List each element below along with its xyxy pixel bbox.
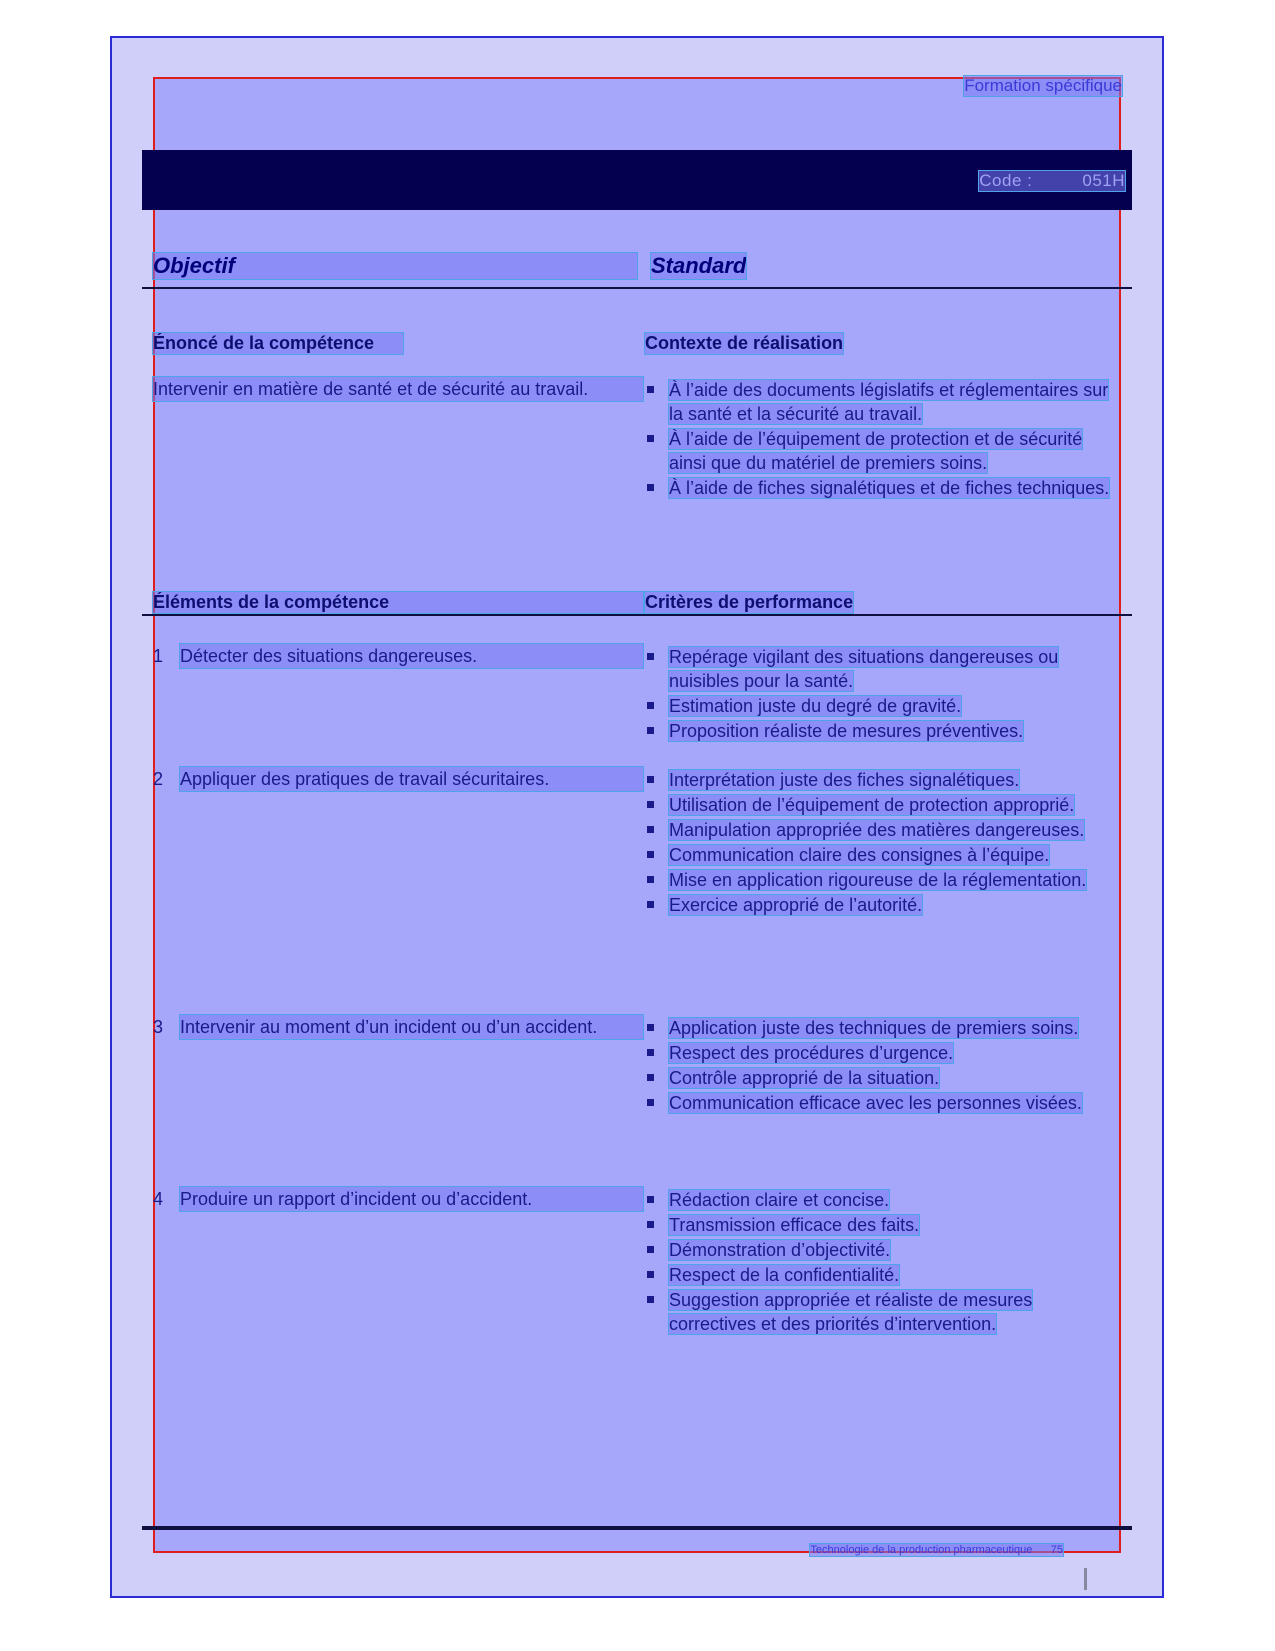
context-heading: Contexte de réalisation xyxy=(645,333,844,353)
criteria-item xyxy=(645,818,1115,842)
element-number: 4 xyxy=(153,1189,164,1209)
competence-statement: Intervenir en matière de santé et de sécurité au travail. xyxy=(153,377,643,401)
criteria-text: Communication efficace avec les personnes visées. xyxy=(669,1093,1082,1113)
criteria-item xyxy=(645,645,1115,693)
criteria-list xyxy=(645,768,1115,918)
criteria-item xyxy=(645,476,1115,500)
criteria-item xyxy=(645,1041,1115,1065)
context-list xyxy=(645,378,1115,501)
criteria-text: Respect de la confidentialité. xyxy=(669,1265,900,1285)
bullet-icon xyxy=(647,801,654,808)
criteria-list xyxy=(645,645,1115,744)
criteria-item xyxy=(645,1213,1115,1237)
criteria-text: Exercice approprié de l’autorité. xyxy=(669,895,923,915)
competence-element xyxy=(153,1015,643,1039)
footer-text xyxy=(810,1544,1063,1556)
criteria-text: À l’aide des documents législatifs et réglementaires sur la santé et la sécurité au travail. xyxy=(669,380,1109,424)
bullet-icon xyxy=(647,1271,654,1278)
bullet-icon xyxy=(647,826,654,833)
criteria-item xyxy=(645,1016,1115,1040)
bullet-icon xyxy=(647,1049,654,1056)
criteria-text: Mise en application rigoureuse de la réglementation. xyxy=(669,870,1087,890)
criteria-item xyxy=(645,378,1115,426)
element-text: Intervenir au moment d’un incident ou d’un accident. xyxy=(180,1015,643,1039)
element-number: 1 xyxy=(153,646,164,666)
criteria-text: Estimation juste du degré de gravité. xyxy=(669,696,962,716)
criteria-text: Transmission efficace des faits. xyxy=(669,1215,920,1235)
criteria-list xyxy=(645,1188,1115,1337)
competence-element xyxy=(153,1187,643,1211)
element-number: 3 xyxy=(153,1017,164,1037)
criteria-item xyxy=(645,893,1115,917)
elements-heading: Éléments de la compétence xyxy=(153,592,643,613)
criteria-item xyxy=(645,1238,1115,1262)
header-kicker: Formation spécifique xyxy=(964,76,1122,95)
heading-rule xyxy=(142,287,1132,289)
competence-element xyxy=(153,767,643,791)
criteria-item xyxy=(645,793,1115,817)
criteria-text: Communication claire des consignes à l’équipe. xyxy=(669,845,1050,865)
criteria-text: Utilisation de l’équipement de protection approprié. xyxy=(669,795,1075,815)
bullet-icon xyxy=(647,1221,654,1228)
criteria-list xyxy=(645,1016,1115,1116)
code-label xyxy=(979,171,1125,191)
criteria-item xyxy=(645,768,1115,792)
element-number: 2 xyxy=(153,769,164,789)
criteria-item xyxy=(645,694,1115,718)
bullet-icon xyxy=(647,435,654,442)
bullet-icon xyxy=(647,653,654,660)
bullet-icon xyxy=(647,876,654,883)
element-text: Appliquer des pratiques de travail sécuritaires. xyxy=(180,767,643,791)
bullet-icon xyxy=(647,702,654,709)
bullet-icon xyxy=(647,776,654,783)
footer-title: Technologie de la production pharmaceutique xyxy=(810,1544,1033,1556)
bullet-icon xyxy=(647,851,654,858)
criteria-item xyxy=(645,843,1115,867)
criteria-item xyxy=(645,868,1115,892)
criteria-text: Contrôle approprié de la situation. xyxy=(669,1068,940,1088)
criteria-item xyxy=(645,1066,1115,1090)
element-text: Détecter des situations dangereuses. xyxy=(180,644,643,668)
bullet-icon xyxy=(647,1074,654,1081)
criteria-item xyxy=(645,719,1115,743)
criteria-text: Rédaction claire et concise. xyxy=(669,1190,890,1210)
bullet-icon xyxy=(647,1246,654,1253)
code-value: 051H xyxy=(1082,171,1125,190)
elements-rule xyxy=(142,614,1132,616)
criteria-text: À l’aide de fiches signalétiques et de fiches techniques. xyxy=(669,478,1110,498)
bullet-icon xyxy=(647,727,654,734)
standard-heading: Standard xyxy=(651,253,747,278)
bullet-icon xyxy=(647,1024,654,1031)
footer-mark xyxy=(1084,1568,1087,1590)
competence-heading: Énoncé de la compétence xyxy=(153,333,403,354)
criteria-text: Interprétation juste des fiches signalétiques. xyxy=(669,770,1020,790)
page-number: 75 xyxy=(1050,1544,1063,1556)
criteria-text: Application juste des techniques de premiers soins. xyxy=(669,1018,1079,1038)
criteria-text: Proposition réaliste de mesures préventives. xyxy=(669,721,1024,741)
code-label-text: Code : xyxy=(979,171,1033,190)
criteria-text: Suggestion appropriée et réaliste de mesures correctives et des priorités d’intervention. xyxy=(669,1290,1033,1334)
criteria-item xyxy=(645,1188,1115,1212)
criteria-item xyxy=(645,427,1115,475)
bullet-icon xyxy=(647,901,654,908)
criteria-item xyxy=(645,1288,1115,1336)
criteria-heading: Critères de performance xyxy=(645,592,854,612)
criteria-text: Démonstration d’objectivité. xyxy=(669,1240,891,1260)
footer-rule xyxy=(142,1526,1132,1530)
element-text: Produire un rapport d’incident ou d’accident. xyxy=(180,1187,643,1211)
competence-element xyxy=(153,644,643,668)
criteria-text: Repérage vigilant des situations dangereuses ou nuisibles pour la santé. xyxy=(669,647,1059,691)
bullet-icon xyxy=(647,484,654,491)
criteria-text: Manipulation appropriée des matières dangereuses. xyxy=(669,820,1085,840)
objectif-heading: Objectif xyxy=(153,253,637,279)
criteria-item xyxy=(645,1263,1115,1287)
bullet-icon xyxy=(647,1099,654,1106)
criteria-text: À l’aide de l’équipement de protection et de sécurité ainsi que du matériel de premiers soins. xyxy=(669,429,1083,473)
bullet-icon xyxy=(647,1196,654,1203)
criteria-text: Respect des procédures d’urgence. xyxy=(669,1043,954,1063)
criteria-item xyxy=(645,1091,1115,1115)
bullet-icon xyxy=(647,1296,654,1303)
bullet-icon xyxy=(647,386,654,393)
